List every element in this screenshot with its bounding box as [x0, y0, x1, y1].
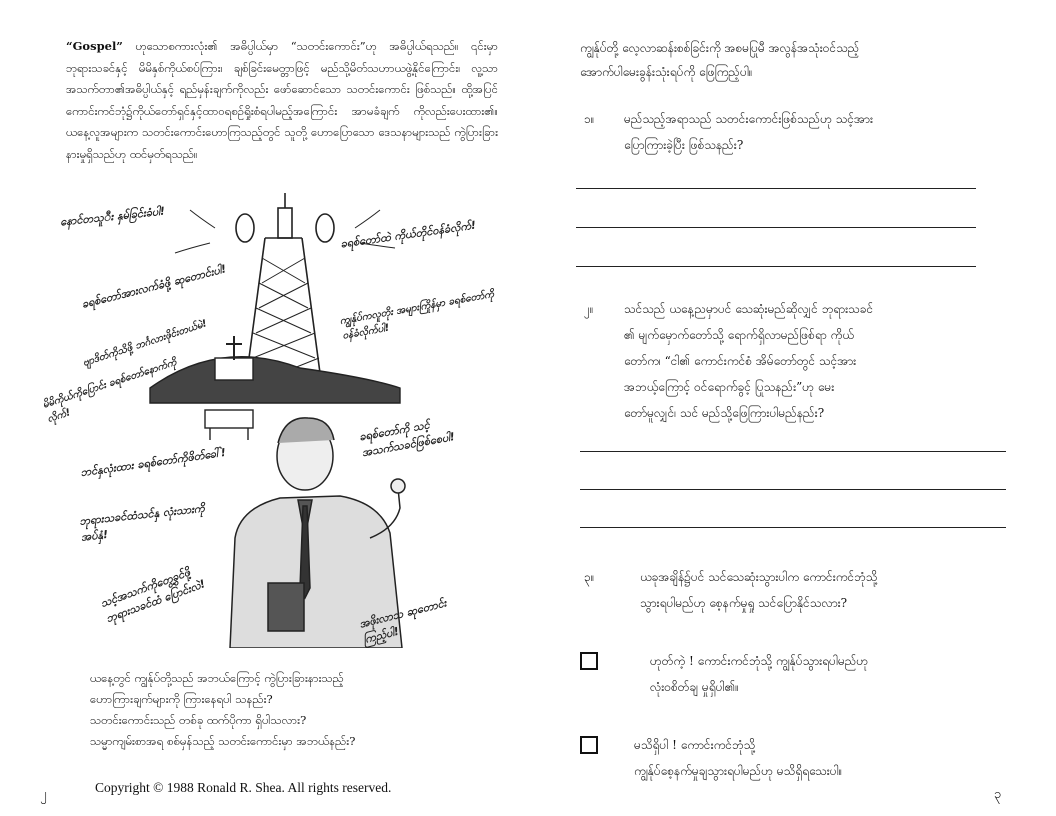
illustration-caption: ဘုရားသခင်ထံသင်နှ လုံးသားကိုအပ်နှံ! — [78, 501, 206, 544]
intro-paragraph — [66, 36, 498, 165]
answer-line[interactable] — [580, 527, 1006, 528]
answer-line[interactable] — [580, 489, 1006, 490]
question-2 — [584, 296, 1004, 436]
answer-line[interactable] — [576, 266, 976, 267]
intro-line: အောက်ပါမေးခွန်းသုံးရပ်ကို ဖြေကြည့်ပါ။ — [580, 65, 753, 79]
answer-line[interactable] — [576, 227, 976, 228]
question-number: ၂။ — [584, 302, 594, 316]
option-line: မသိရှိပါ ! ကောင်းကင်ဘုံသို့ — [634, 738, 756, 752]
questions-intro — [580, 36, 1000, 84]
question-3 — [584, 564, 1024, 624]
question-line: ယခုအချိန်၌ပင် သင်သေဆုံးသွားပါက ကောင်းကင်ဘုံသို့ — [640, 570, 878, 584]
yes-checkbox[interactable] — [580, 652, 598, 670]
option-no — [580, 732, 1000, 788]
illustration-caption: အဖိုးလာသ ဆုတောင်းကြည့်ပါ! — [357, 596, 448, 647]
question-line: အဘယ့်ကြောင့် ဝင်ရောက်ခွင့် ပြုသနည်း”ဟု မေး — [624, 380, 835, 394]
gospel-keyword: “Gospel” — [66, 39, 123, 53]
option-line: လုံးဝစိတ်ချ မှုရှိပါ၏။ — [650, 680, 739, 694]
illustration — [40, 188, 510, 648]
right-page — [528, 0, 1056, 816]
question-line: မည်သည့်အရာသည် သတင်းကောင်းဖြစ်သည်ဟု သင့်အား — [624, 112, 874, 126]
answer-line[interactable] — [580, 451, 1006, 452]
closing-line: ယနေ့တွင် ကျွန်ုပ်တို့သည် အဘယ်ကြောင့် ကွဲပြားခြားနားသည့် — [90, 671, 344, 685]
illustration-caption: ဘင်နှလုံးထား ခရစ်တော်ကိုဖိတ်ခေါ်! — [79, 445, 227, 480]
copyright-notice: Copyright © 1988 Ronald R. Shea. All rights reserved. — [95, 780, 392, 795]
illustration-caption: ကျွန်ုပ်ကလူတိုး အများကြိုန်မှာ ခရစ်တော်ကို ဝန်ခံလိုက်ပါ! — [338, 288, 495, 342]
closing-line: သမ္မာကျမ်းစာအရ စစ်မှန်သည့် သတင်းကောင်းမှာ အဘယ်နည်း? — [90, 734, 356, 748]
question-line: တော်မူလျှင်၊ သင် မည်သို့ဖြေကြားပါမည်နည်း? — [624, 406, 825, 420]
question-number: ၃။ — [584, 570, 595, 584]
page-number-left: ၂ — [40, 787, 47, 802]
closing-line: သတင်းကောင်းသည် တစ်ခု ထက်ပိုကာ ရှိပါသလား? — [90, 713, 307, 727]
illustration-caption: ခရစ်တော်ထဲ ကိုယ်တိုင်ဝန်ခံလိုက်! — [339, 218, 477, 251]
question-line: ၏ မျက်မှောက်တော်သို့ ရောက်ရှိလာမည်ဖြစ်ရာ ကိုယ် — [624, 328, 854, 342]
illustration-caption: ဗျာဒိတ်ကိုသိဖို့ ဘင်္ဂလားဖိုင်းတယ်မဲ! — [81, 318, 209, 369]
illustration-caption: ခရစ်တော်အားလက်ခံဖို့ ဆုတောင်းပါ! — [80, 262, 228, 311]
illustration-caption: သင့်အသက်ကိုတွေ့ခွင်ဖို့ ဘုရားသခင်ထံ ပြောင်းလဲ! — [98, 565, 208, 626]
church-on-hill-drawing — [150, 336, 400, 440]
closing-line: ဟောကြားချက်များကို ကြားနေရပါ သနည်း? — [90, 692, 273, 706]
closing-questions — [90, 668, 490, 752]
illustration-caption: နောင်တသူီး နှမ်ခြင်းခံပါ! — [59, 204, 166, 229]
illustration-caption: ခရစ်တော်ကို သင့်အသက်သခင်ဖြစ်စေပါ! — [358, 418, 456, 460]
question-line: သင်သည် ယနေ့ညမှာပင် သေဆုံးမည်ဆိုလျှင် ဘုရားသခင် — [624, 302, 874, 316]
question-line: တော်က၊ “ငါ၏ ကောင်းကင်စံ အိမ်တော်တွင် သင့်အား — [624, 354, 857, 368]
option-line: ဟုတ်ကဲ့ ! ကောင်းကင်ဘုံသို့ ကျွန်ုပ်သွားရပါမည်ဟု — [650, 654, 869, 668]
answer-line[interactable] — [576, 188, 976, 189]
option-line: ကျွန်ုပ်စေ့နက်မှုချသွားရပါမည်ဟု မသိရှိရသေးပါ။ — [634, 764, 843, 778]
page-number-right: ၃ — [994, 787, 1002, 802]
question-number: ၁။ — [584, 112, 595, 126]
option-yes — [580, 648, 1000, 704]
question-line: ပြောကြားခဲ့ပြီး ဖြစ်သနည်း? — [624, 138, 744, 152]
question-line: သွားရပါမည်ဟု စေ့နက်မှုရှု သင်ပြောနိုင်သလား? — [640, 596, 848, 610]
question-1 — [584, 106, 1004, 166]
intro-line: ကျွန်ုပ်တို့ လေ့လာဆန်းစစ်ခြင်းကို အစမပြုမီ အလွန်အသုံးဝင်သည့် — [580, 41, 860, 55]
broadcast-tower-drawing — [175, 193, 395, 388]
no-checkbox[interactable] — [580, 736, 598, 754]
intro-text: ဟုသောစကားလုံး၏ အဓိပ္ပါယ်မှာ “သတင်းကောင်း”ဟု အဓိပ္ပါယ်ရသည်။ ၎င်းမှာ ဘုရားသခင်နှင့် မိမိနှစ်ကိုယ်စပ်ကြား၊ ချစ်ခြင်းမေတ္တာဖြင့် မည်သို့မိတ်သဟာယဖွဲ့နိုင်ကြောင်း၊ လူ့သာအသက်တာ၏အဓိပ္ပါယ်နှင့် ရည်မှန်းချက်ကိုလည်း ဖော်ဆောင်သော သတင်းကောင်း ဖြစ်သည်။ ထို့အပြင်ကောင်းကင်ဘုံ၌ကိုယ်တော်ရှင်နှင့်ထာဝရစဉ်ရှိုးစံရပါမည့်အကြောင်း အာမခံချက် ကိုလည်းပေးထား၏။ ယနေ့လူအများက သတင်းကောင်းဟောကြသည့်တွင် သူတို့ ဟောပြောသော ဒေသနာများသည် ကွဲပြားခြားနားမှုရှိသည်ဟု ထင်မှတ်ရသည်။ — [66, 39, 498, 161]
illustration-caption: မိမိကိုယ်ကိုပြောင်း ခရစ်တော်နောက်ကိုလိုက်! — [41, 357, 178, 425]
